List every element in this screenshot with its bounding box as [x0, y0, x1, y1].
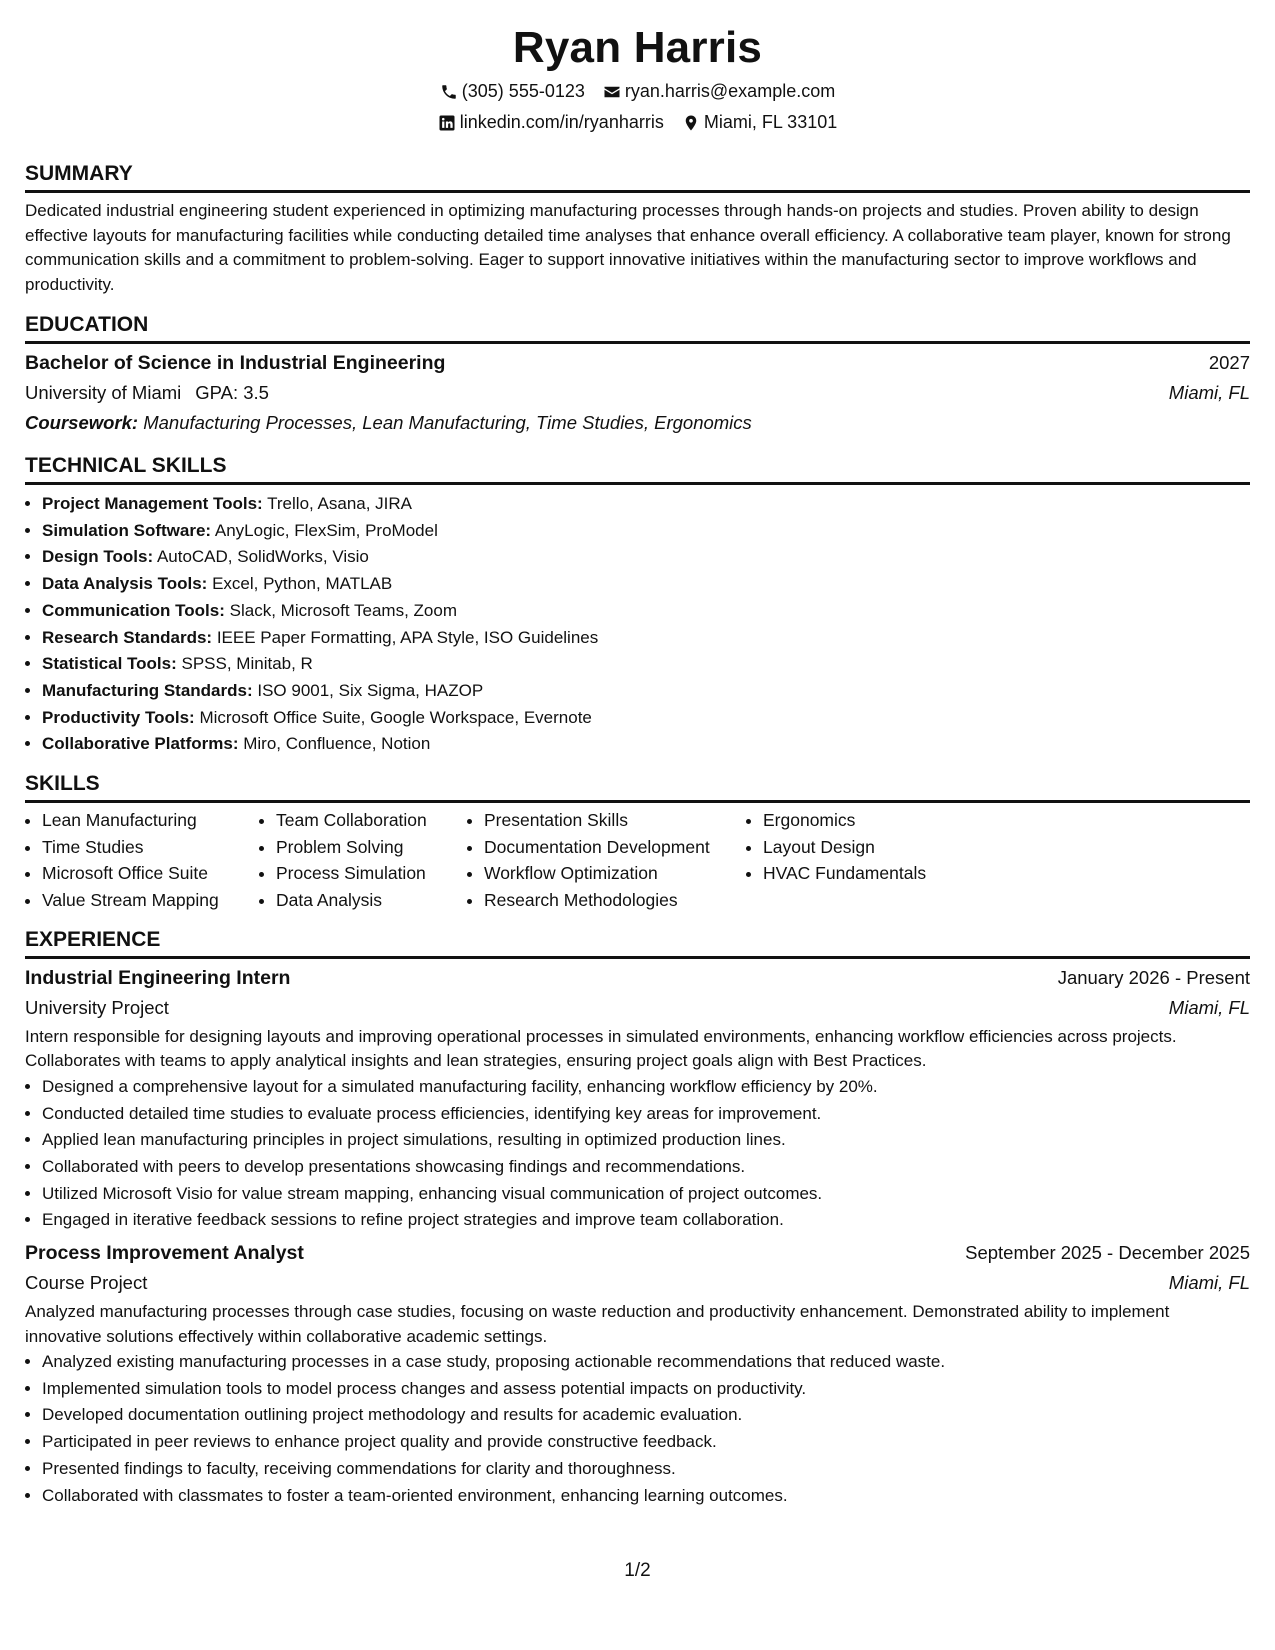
job-bullets	[25, 1074, 1250, 1234]
list-item: • Collaborated with classmates to foster a team-oriented environment, enhancing learning outcomes.	[42, 1483, 1250, 1510]
list-item: • Time Studies	[42, 834, 259, 861]
section-title-experience: EXPERIENCE	[25, 916, 1250, 959]
list-item	[42, 518, 1250, 545]
skill-values: Trello, Asana, JIRA	[267, 494, 413, 513]
skill-values: IEEE Paper Formatting, APA Style, ISO Guidelines	[216, 627, 599, 647]
skill-values: SPSS, Minitab, R	[181, 654, 313, 674]
list-item	[42, 731, 1250, 758]
job-org: University Project	[25, 996, 169, 1018]
skills-grid	[25, 807, 1250, 914]
skill-values: Miro, Confluence, Notion	[243, 734, 431, 754]
job-header	[25, 1238, 1250, 1268]
list-item: • Layout Design	[763, 834, 963, 861]
list-item	[42, 678, 1250, 705]
skill-category: Research Standards:	[42, 627, 213, 647]
contact-phone	[440, 76, 585, 107]
experience-entry-1	[25, 963, 1250, 1234]
contact-line-2	[25, 107, 1250, 138]
section-title-summary: SUMMARY	[25, 150, 1250, 193]
phone-number: (305) 555-0123	[461, 81, 585, 101]
skills-column-3	[467, 807, 746, 914]
skill-category: Simulation Software:	[42, 520, 212, 540]
list-item: • Utilized Microsoft Visio for value stream mapping, enhancing visual communication of project outcomes.	[42, 1181, 1250, 1208]
list-item: • Lean Manufacturing	[42, 807, 259, 834]
summary-section	[25, 150, 1250, 297]
skill-category: Data Analysis Tools:	[42, 574, 208, 594]
section-title-skills: SKILLS	[25, 760, 1250, 803]
list-item: • Collaborated with peers to develop presentations showcasing findings and recommendations.	[42, 1154, 1250, 1181]
list-item: • Analyzed existing manufacturing processes in a case study, proposing actionable recommendations that reduced waste.	[42, 1349, 1250, 1376]
skill-values: ISO 9001, Six Sigma, HAZOP	[257, 680, 484, 700]
job-date: September 2025 - December 2025	[965, 1242, 1250, 1264]
school-info	[25, 378, 269, 408]
job-date: January 2026 - Present	[1057, 966, 1250, 988]
skills-section	[25, 760, 1250, 914]
page-number: 1/2	[624, 1560, 651, 1581]
list-item: • Designed a comprehensive layout for a simulated manufacturing facility, enhancing workflow efficiency by 20%.	[42, 1074, 1250, 1101]
list-item: • Ergonomics	[763, 807, 963, 834]
job-location: Miami, FL	[1168, 996, 1250, 1018]
job-bullets	[25, 1349, 1250, 1509]
list-item: • Team Collaboration	[276, 807, 467, 834]
section-title-education: EDUCATION	[25, 301, 1250, 344]
job-summary: Analyzed manufacturing processes through case studies, focusing on waste reduction and productivity enhancement. Demonstrated ability to implement innovative solutions effectively within collaborative academic settings.	[25, 1302, 1170, 1346]
job-location: Miami, FL	[1168, 1272, 1250, 1294]
envelope-icon	[603, 83, 621, 101]
job-subheader	[25, 1268, 1250, 1298]
school-name: University of Miami	[25, 382, 182, 403]
skill-values: AutoCAD, SolidWorks, Visio	[156, 547, 369, 567]
resume-header	[25, 0, 1250, 138]
experience-section	[25, 916, 1250, 1509]
degree-title: Bachelor of Science in Industrial Engineering	[25, 352, 446, 374]
section-title-technical-skills: TECHNICAL SKILLS	[25, 442, 1250, 485]
skill-category: Communication Tools:	[42, 600, 225, 620]
list-item: • Presentation Skills	[484, 807, 746, 834]
job-title: Industrial Engineering Intern	[25, 966, 291, 989]
skills-column-2	[259, 807, 467, 914]
list-item: • Workflow Optimization	[484, 860, 746, 887]
list-item: • Value Stream Mapping	[42, 887, 259, 914]
skill-values: Slack, Microsoft Teams, Zoom	[229, 600, 457, 620]
skills-column-1	[25, 807, 259, 914]
coursework-label: Coursework:	[25, 412, 139, 433]
list-item: • Process Simulation	[276, 860, 467, 887]
list-item	[42, 491, 1250, 518]
list-item	[42, 598, 1250, 625]
technical-skills-list	[25, 491, 1250, 758]
job-org: Course Project	[25, 1272, 148, 1294]
skill-category: Project Management Tools:	[42, 494, 263, 513]
location-text: Miami, FL 33101	[703, 112, 838, 132]
list-item: • Conducted detailed time studies to evaluate process efficiencies, identifying key areas for improvement.	[42, 1101, 1250, 1128]
skill-values: Excel, Python, MATLAB	[212, 574, 393, 594]
skill-category: Statistical Tools:	[42, 654, 177, 674]
skill-category: Productivity Tools:	[42, 707, 195, 727]
candidate-name: Ryan Harris	[512, 23, 763, 72]
technical-skills-section	[25, 442, 1250, 758]
email-address[interactable]: ryan.harris@example.com	[624, 81, 836, 101]
skills-column-4	[746, 807, 963, 914]
school-location: Miami, FL	[1168, 382, 1250, 403]
skill-values: AnyLogic, FlexSim, ProModel	[214, 520, 438, 540]
coursework-list: Manufacturing Processes, Lean Manufacturing, Time Studies, Ergonomics	[143, 412, 752, 433]
contact-location	[682, 107, 837, 138]
map-pin-icon	[682, 114, 700, 132]
list-item	[42, 705, 1250, 732]
coursework-line	[25, 408, 1250, 438]
list-item: • Problem Solving	[276, 834, 467, 861]
contact-linkedin[interactable]	[438, 107, 664, 138]
skill-category: Manufacturing Standards:	[42, 680, 253, 700]
list-item	[42, 651, 1250, 678]
job-header	[25, 963, 1250, 993]
contact-email[interactable]	[603, 76, 835, 107]
list-item: • Presented findings to faculty, receiving commendations for clarity and thoroughness.	[42, 1456, 1250, 1483]
list-item	[42, 571, 1250, 598]
list-item: • Data Analysis	[276, 887, 467, 914]
list-item: • Microsoft Office Suite	[42, 860, 259, 887]
list-item: • Participated in peer reviews to enhance project quality and provide constructive feedback.	[42, 1429, 1250, 1456]
linkedin-url[interactable]: linkedin.com/in/ryanharris	[459, 112, 664, 132]
list-item: • Research Methodologies	[484, 887, 746, 914]
resume-page	[25, 0, 1250, 1509]
list-item: • Applied lean manufacturing principles in project simulations, resulting in optimized production lines.	[42, 1127, 1250, 1154]
education-row-2	[25, 378, 1250, 408]
gpa: GPA: 3.5	[195, 382, 269, 403]
summary-text: Dedicated industrial engineering student experienced in optimizing manufacturing processes through hands-on projects and studies. Proven ability to design effective layouts for manufacturing facilities while conducting detailed time analyses that enhance overall efficiency. A collaborative team player, known for strong communication skills and a commitment to problem-solving. Eager to support innovative initiatives within the manufacturing sector to improve workflows and productivity.	[25, 201, 1231, 294]
job-subheader	[25, 993, 1250, 1023]
list-item: • HVAC Fundamentals	[763, 860, 963, 887]
phone-icon	[440, 83, 458, 101]
job-summary: Intern responsible for designing layouts and improving operational processes in simulated environments, enhancing workflow efficiencies across projects. Collaborates with teams to apply analytical insights and lean strategies, ensuring project goals align with Best Practices.	[25, 1026, 1177, 1071]
list-item: • Implemented simulation tools to model process changes and assess potential impacts on productivity.	[42, 1376, 1250, 1403]
list-item	[42, 625, 1250, 652]
contact-line-1	[25, 76, 1250, 107]
education-row-1	[25, 348, 1250, 378]
skill-category: Collaborative Platforms:	[42, 734, 239, 754]
list-item: • Documentation Development	[484, 834, 746, 861]
graduation-year: 2027	[1208, 352, 1250, 373]
education-section	[25, 301, 1250, 438]
skill-category: Design Tools:	[42, 547, 154, 567]
experience-entry-2	[25, 1238, 1250, 1509]
job-title: Process Improvement Analyst	[25, 1242, 304, 1265]
skill-values: Microsoft Office Suite, Google Workspace, Evernote	[199, 707, 592, 727]
list-item: • Engaged in iterative feedback sessions to refine project strategies and improve team collaboration.	[42, 1207, 1250, 1234]
linkedin-icon	[438, 114, 456, 132]
list-item: • Developed documentation outlining project methodology and results for academic evaluation.	[42, 1402, 1250, 1429]
list-item	[42, 544, 1250, 571]
